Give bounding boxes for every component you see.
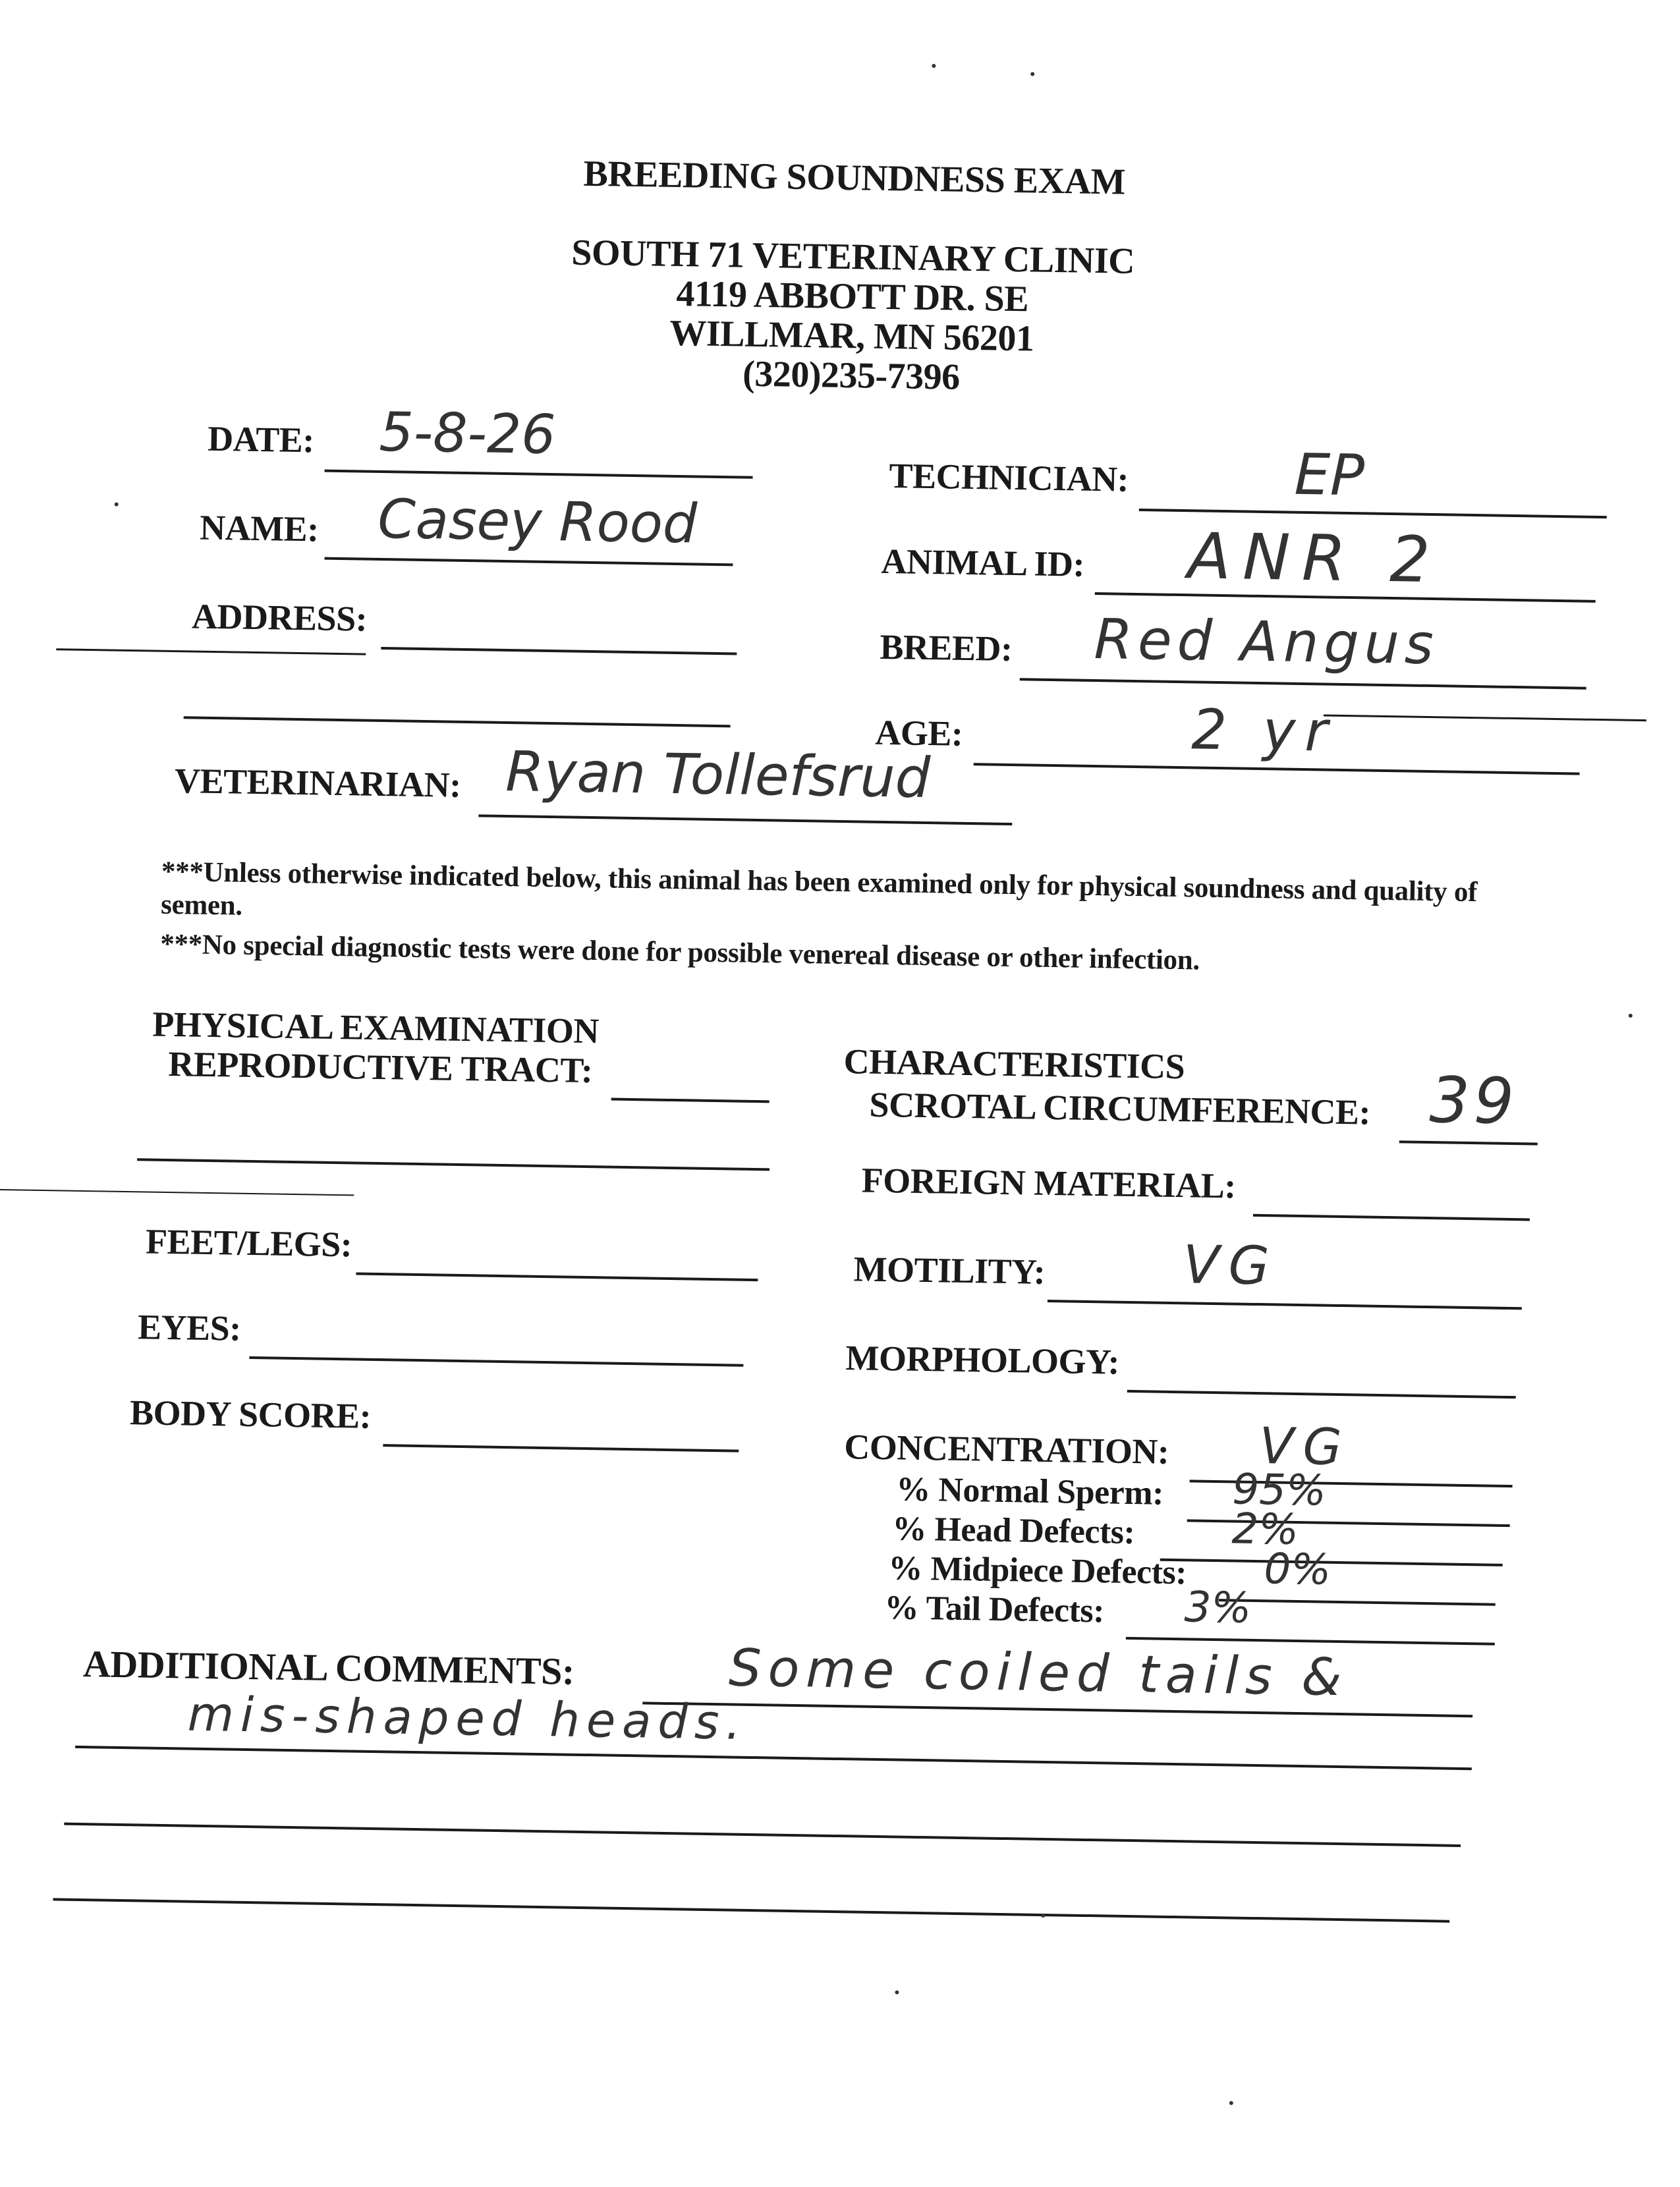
technician-value[interactable]: EP <box>1293 441 1365 509</box>
physical-heading: PHYSICAL EXAMINATION <box>152 1004 600 1051</box>
tail-defects-label: % Tail Defects: <box>884 1589 1105 1630</box>
scan-speck <box>1229 2101 1233 2105</box>
clinic-phone: (320)235-7396 <box>742 353 961 398</box>
head-defects-line <box>1160 1559 1503 1566</box>
foreign-material-line <box>1253 1214 1530 1221</box>
name-value[interactable]: Casey Rood <box>377 487 698 556</box>
feet-legs-label: FEET/LEGS: <box>145 1221 352 1265</box>
comments-line-3 <box>64 1823 1461 1847</box>
address-line-2 <box>184 716 731 727</box>
scan-speck <box>115 503 119 507</box>
date-line <box>325 470 753 479</box>
scan-speck <box>1041 1914 1045 1918</box>
normal-sperm-value[interactable]: 95% <box>1231 1465 1327 1516</box>
scrotal-line <box>1399 1140 1538 1145</box>
name-label: NAME: <box>199 507 320 549</box>
head-defects-value[interactable]: 2% <box>1231 1505 1299 1555</box>
technician-line <box>1139 509 1607 518</box>
morphology-label: MORPHOLOGY: <box>845 1338 1120 1382</box>
normal-sperm-label: % Normal Sperm: <box>895 1470 1164 1512</box>
repro-line-2 <box>137 1158 770 1171</box>
breed-value[interactable]: Red Angus <box>1093 606 1440 677</box>
comments-line-4 <box>53 1898 1449 1922</box>
date-label: DATE: <box>207 418 315 460</box>
technician-label: TECHNICIAN: <box>889 456 1129 499</box>
scan-speck <box>1629 1014 1633 1018</box>
eyes-label: EYES: <box>137 1307 242 1348</box>
scrotal-label: SCROTAL CIRCUMFERENCE: <box>869 1084 1371 1132</box>
veterinarian-value[interactable]: Ryan Tollefsrud <box>505 738 931 811</box>
veterinarian-label: VETERINARIAN: <box>174 761 462 805</box>
disclaimer-1: ***Unless otherwise indicated below, this animal has been examined only for physical soundness and quality of semen. <box>160 856 1478 922</box>
foreign-material-label: FOREIGN MATERIAL: <box>861 1160 1237 1206</box>
breed-line-scan <box>1324 714 1646 721</box>
characteristics-heading: CHARACTERISTICS <box>843 1041 1185 1087</box>
scan-speck <box>932 64 936 68</box>
scan-speck <box>895 1990 899 1994</box>
address-line-scan <box>56 648 366 655</box>
address-line-1 <box>381 647 737 655</box>
comments-value-2[interactable]: mis-shaped heads. <box>187 1686 748 1750</box>
repro-label: REPRODUCTIVE TRACT: <box>167 1043 593 1091</box>
motility-line <box>1048 1300 1522 1310</box>
clinic-street: 4119 ABBOTT DR. SE <box>676 273 1029 320</box>
comments-line-1 <box>642 1702 1472 1717</box>
breed-line <box>1020 678 1586 690</box>
age-line <box>974 763 1580 775</box>
morphology-line <box>1127 1390 1516 1398</box>
animal-id-value[interactable]: ANR 2 <box>1187 519 1443 597</box>
concentration-label: CONCENTRATION: <box>843 1427 1169 1472</box>
concentration-value[interactable]: VG <box>1258 1416 1352 1477</box>
midpiece-defects-label: % Midpiece Defects: <box>888 1549 1187 1592</box>
age-value[interactable]: 2 yr <box>1190 697 1337 764</box>
address-label: ADDRESS: <box>191 596 368 639</box>
form-title: BREEDING SOUNDNESS EXAM <box>583 153 1126 203</box>
scan-speck <box>1030 72 1034 76</box>
scan-dash-line <box>0 1189 354 1196</box>
comments-label: ADDITIONAL COMMENTS: <box>82 1642 575 1693</box>
head-defects-label: % Head Defects: <box>892 1510 1135 1552</box>
clinic-name: SOUTH 71 VETERINARY CLINIC <box>571 232 1135 282</box>
body-score-label: BODY SCORE: <box>129 1393 372 1436</box>
comments-value-1[interactable]: Some coiled tails & <box>728 1638 1349 1708</box>
tail-defects-value[interactable]: 3% <box>1184 1583 1252 1633</box>
motility-value[interactable]: VG <box>1183 1234 1279 1297</box>
veterinarian-line <box>478 814 1012 825</box>
midpiece-defects-line <box>1219 1599 1496 1606</box>
eyes-line <box>249 1356 743 1367</box>
name-line <box>324 557 733 567</box>
breed-label: BREED: <box>880 626 1013 669</box>
tail-defects-line <box>1126 1637 1495 1646</box>
repro-line <box>611 1098 770 1103</box>
date-value[interactable]: 5-8-26 <box>378 401 557 467</box>
comments-line-2 <box>75 1746 1472 1770</box>
midpiece-defects-value[interactable]: 0% <box>1263 1545 1331 1595</box>
motility-label: MOTILITY: <box>853 1249 1046 1292</box>
disclaimer-2: ***No special diagnostic tests were done for possible venereal disease or other infection. <box>159 928 1200 976</box>
body-score-line <box>383 1444 739 1452</box>
scrotal-value[interactable]: 39 <box>1428 1063 1519 1139</box>
feet-legs-line <box>356 1272 758 1281</box>
animal-id-label: ANIMAL ID: <box>881 541 1085 584</box>
age-label: AGE: <box>874 712 963 754</box>
clinic-city: WILLMAR, MN 56201 <box>669 312 1034 360</box>
